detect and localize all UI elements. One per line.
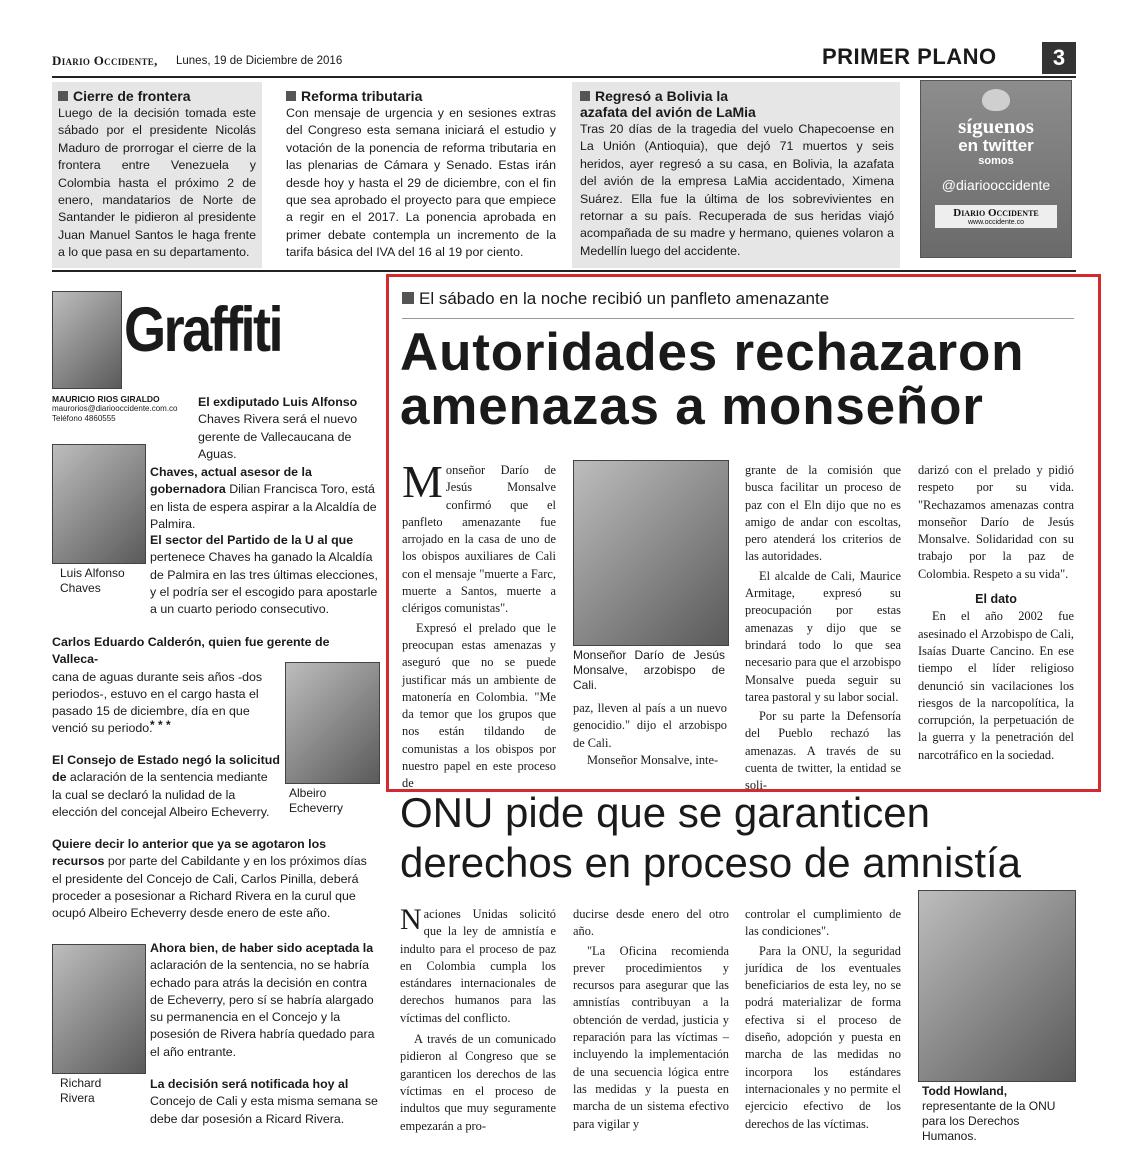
page-number: 3 (1042, 42, 1076, 74)
graffiti-title: Graffiti (124, 295, 281, 365)
dato-body: En el año 2002 fue asesinado el Arzobispo de Cali, Isaías Duarte Cancino. En ese tiempo el líder religioso denunció sin vacilaciones los riesgos de la narcopolítica, la corrupción, la perpetuación de la guerra y la penetración del narcotráfico en la sociedad. (918, 609, 1074, 762)
drop-cap: M (402, 456, 443, 507)
kicker: El sábado en la noche recibió un panfleto amenazante (402, 289, 829, 309)
paragraph: Por su parte la Defensoría del Pueblo rechazó las amenazas. A través de su cuenta de twitter, la entidad se soli- (745, 709, 901, 793)
paragraph: "La Oficina recomienda prever procedimientos y recursos para asegurar que las amnistías contribuyan a la obtención de verdad, justicia y reparación para las víctimas – incluyendo la implementación de una secuencia lógica entre las medidas y la puesta en marcha de un sistema efectivo para vigilar y (573, 943, 729, 1131)
paper-name: Diario Occidente, (52, 53, 158, 68)
photo-echeverry (285, 662, 380, 784)
twitter-handle: @diariooccidente (941, 177, 1051, 193)
square-bullet-icon (402, 292, 414, 304)
issue-date: Lunes, 19 de Diciembre de 2016 (176, 55, 343, 67)
second-col-2 (573, 906, 729, 1133)
paragraph: darizó con el prelado y pidió respeto por su vida. "Rechazamos amenazas contra monseñor Darío de Jesús Monsalve. Solidaridad con su trabajo por la paz de Colombia. Respeto a su vida". (918, 463, 1074, 581)
twitter-ad-line3: somos (978, 155, 1014, 167)
square-bullet-icon (286, 91, 296, 101)
headline-line: Autoridades rechazaron (400, 323, 1025, 382)
main-headline (400, 323, 1025, 436)
graffiti-item: Chaves, actual asesor de la gobernadora Dilian Francisca Toro, está en lista de espera aspirar a la Alcaldía de Palmira. (150, 465, 377, 531)
howland-caption: Todd Howland, representante de la ONU para los Derechos Humanos. (922, 1084, 1056, 1143)
separator: * * * (150, 718, 171, 732)
graffiti-item: Carlos Eduardo Calderón, quien fue gerente de Valleca- cana de aguas durante seis años -dos periodos-, estuvo en el cargo hasta el pasado 15 de diciembre, día en que venció su periodo. (52, 635, 330, 736)
photo-monsalve (573, 460, 729, 646)
header-rule (52, 76, 1076, 78)
main-col-1 (402, 456, 556, 793)
drop-cap-paragraph: Monseñor Darío de Jesús Monsalve confirmó que el panfleto amenazante fue arrojado en la casa de uno de los obispos auxiliares de Cali con el mensaje "muerte a Farc, muerte a Santos, muerte a clérigos comunistas". (402, 456, 556, 616)
headline-line: derechos en proceso de amnistía (400, 839, 1022, 886)
caption-echeverry: Albeiro Echeverry (289, 786, 344, 815)
headline-line: amenazas a monseñor (400, 377, 984, 436)
twitter-ad[interactable] (920, 80, 1072, 258)
second-col-1 (400, 903, 556, 1135)
photo-howland (918, 890, 1076, 1082)
brief-lamia (572, 82, 900, 268)
brief-body: Con mensaje de urgencia y en sesiones extras del Congreso esta semana iniciará el estudio y votación de la ponencia de reforma tributaria en las plenarias de Cámara y Senado. Estas irán desde hoy y hasta el 29 de diciembre, con el fin que sea aprobado el proyecto para que empiece a regir en el 2017. La ponencia aprobada en primer debate contempla un incremento de la tarifa básica del IVA del 16 al 19 por ciento. (286, 106, 556, 260)
bird-icon (982, 89, 1010, 111)
headline-line: ONU pide que se garanticen (400, 789, 930, 836)
twitter-ad-logo (935, 205, 1057, 228)
graffiti-item: La decisión será notificada hoy al Concejo de Cali y esta misma semana se debe dar posesión a Ricard Rivera. (150, 1077, 378, 1126)
paragraph: controlar el cumplimiento de las condiciones". (745, 907, 901, 939)
briefs-rule (52, 270, 1076, 272)
kicker-rule (402, 318, 1074, 319)
author-name: MAURICIO RIOS GIRALDO (52, 394, 160, 404)
author-phone: Teléfono 4860555 (52, 414, 116, 423)
graffiti-item: El Consejo de Estado negó la solicitud de aclaración de la sentencia mediante la cual se declaró la nulidad de la elección del concejal Albeiro Echeverry. (52, 753, 280, 819)
paragraph: ducirse desde enero del otro año. (573, 907, 729, 939)
photo-caption: Monseñor Darío de Jesús Monsalve, arzobispo de Cali. (573, 648, 725, 692)
brief-frontera (52, 82, 262, 268)
brief-title: Reforma tributaria (286, 88, 556, 104)
paragraph: Expresó el prelado que le preocupan estas amenazas y aseguró que no se puede justificar más un ambiente de matonería en Colombia. "Me da temor que los grupos que nos están tildando de comunistas a los obispos por nuestro papel en este proceso de (402, 620, 556, 791)
paragraph: A través de un comunicado pidieron al Congreso que se garanticen los derechos de las víctimas en el proceso de indultos que muy seguramente empezarán a pro- (400, 1032, 556, 1133)
section-title: PRIMER PLANO (822, 44, 997, 69)
drop-cap-paragraph: Naciones Unidas solicitó que la ley de amnistía e indulto para el proceso de paz en Colombia cumpla los estándares internacionales de derechos humanos para las víctimas del conflicto. (400, 903, 556, 1025)
paragraph: grante de la comisión que busca facilitar un proceso de paz con el Eln dijo que no es amigo de andar con escoltas, pero atenderá los criterios de las autoridades. (745, 463, 901, 564)
author-email: maurorios@diariooccidente.com.co (52, 404, 178, 413)
logo-url: www.occidente.co (967, 219, 1025, 226)
author-photo (52, 291, 122, 389)
graffiti-item: El sector del Partido de la U al que pertenece Chaves ha ganado la Alcaldía de Palmira en las tres últimas elecciones, y el podría ser el escogido para apostarle a un cuarto periodo consecutivo. (150, 533, 378, 617)
square-bullet-icon (58, 91, 68, 101)
main-col-4 (918, 462, 1074, 764)
brief-title: Cierre de frontera (58, 88, 256, 104)
brief-title: Regresó a Bolivia la azafata del avión de LaMia (580, 88, 756, 120)
main-col-3 (745, 462, 901, 795)
caption-chaves: Luis Alfonso Chaves (60, 566, 125, 595)
paragraph: El alcalde de Cali, Maurice Armitage, expresó su preocupación por estas amenazas y dijo que se brindará todo lo que sea necesario para que el arzobispo Monsalve pueda seguir su tarea pastoral y su labor social. (745, 568, 901, 704)
brief-reforma (280, 82, 556, 268)
graffiti-item: Ahora bien, de haber sido aceptada la aclaración de la sentencia, no se habría echado para atrás la decisión en contra de Echeverry, pero sí se habría alargado su permanencia en el Concejo y la posesión de Rivera habría quedado para el año entrante. (150, 941, 375, 1059)
paragraph: paz, lleven al país a un nuevo genocidio." dijo el arzobispo de Cali. (573, 701, 727, 750)
square-bullet-icon (580, 91, 590, 101)
page-header (52, 44, 1076, 74)
logo-text: Diario Occidente (953, 207, 1039, 219)
second-col-3 (745, 906, 901, 1133)
caption-rivera: Richard Rivera (60, 1076, 102, 1105)
twitter-ad-line2: en twitter (958, 136, 1034, 155)
paragraph: Para la ONU, la seguridad jurídica de los eventuales beneficiarios de esta ley, no se podrá materializar de forma efectiva si el proceso de diseño, adopción y puesta en marcha de las medidas no incorpora los estándares internacionales y no permite el ejercicio efectivo de los derechos de las víctimas. (745, 943, 901, 1131)
brief-body: Luego de la decisión tomada este sábado por el presidente Nicolás Maduro de prorrogar el cierre de la frontera entre Venezuela y Colombia hasta el próximo 2 de enero, mandatarios de Norte de Santander le pidieron al presidente Juan Manuel Santos le haga frente a lo que pasa en su departamento. (58, 106, 256, 260)
drop-cap: N (400, 903, 422, 936)
second-headline (400, 788, 1021, 888)
dato-title: El dato (975, 592, 1017, 607)
photo-chaves (52, 444, 146, 564)
twitter-ad-line1: síguenos (958, 114, 1034, 138)
graffiti-item: Quiere decir lo anterior que ya se agotaron los recursos por parte del Cabildante y en los próximos días el presidente del Concejo de Cali, Carlos Pinilla, deberá proceder a posesionar a Richard Rivera en la curul que ocupó Albeiro Echeverry desde enero de este año. (52, 837, 367, 921)
brief-body: Tras 20 días de la tragedia del vuelo Chapecoense en La Unión (Antioquia), que dejó 71 muertos y seis heridos, ayer regresó a su casa, en Bolivia, la azafata del avión de la empresa LaMia accidentado, Ximena Suárez. Ella fue la última de los sobrevivientes en retornar a su país. Recuperada de sus heridas viajó acompañada de su madre y hermano, quienes volaron a Medellín luego del accidente. (580, 122, 894, 258)
main-col-2 (573, 700, 727, 769)
graffiti-item: El exdiputado Luis Alfonso Chaves Rivera será el nuevo gerente de Vallecaucana de Aguas. (198, 395, 358, 461)
paragraph: Monseñor Monsalve, inte- (587, 752, 719, 767)
photo-rivera (52, 944, 146, 1074)
